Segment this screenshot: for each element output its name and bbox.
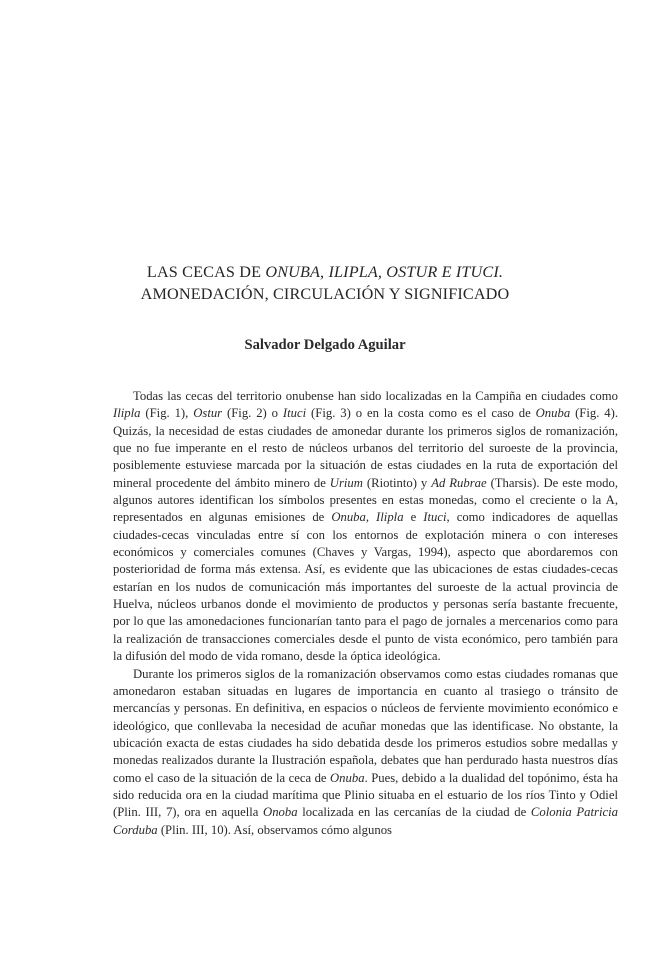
text-run: e (403, 510, 424, 525)
body-text (113, 388, 618, 839)
text-run: (Riotinto) y (362, 475, 432, 490)
italic-term: Ostur (193, 406, 223, 421)
text-run: (Fig. 1), (140, 406, 194, 421)
italic-term: Urium (329, 475, 363, 490)
paragraph (113, 666, 618, 839)
author-name: Salvador Delgado Aguilar (244, 337, 406, 353)
title-prefix: LAS CECAS DE (146, 263, 266, 281)
italic-term: Onoba (263, 805, 298, 820)
text-run: (Fig. 4). Quizás, la necesidad de estas ciudades de amonedar durante los primeros siglos de romanización, que no fue imperante en el resto de núcleos urbanos del territorio del suroeste de la provincia, posiblemente estuviese marcada por la situación de estas ciudades en la ruta de exportación del mineral procedente del ámbito minero de (113, 406, 619, 490)
italic-term: Ituci (282, 406, 307, 421)
italic-term: Ituci (423, 510, 447, 525)
italic-term: Onuba (535, 406, 571, 421)
text-run: Durante los primeros siglos de la romanización observamos como estas ciudades romanas que amonedaron estaban situadas en lugares de importancia en cuanto al trasiego o tránsito de mercancías y personas. En definitiva, en espacios o núcleos de ferviente movimiento económico e ideológico, que conllevaba la necesidad de acuñar monedas que las identificase. No obstante, la ubicación exacta de estas ciudades ha sido debatida desde los primeros estudios sobre medallas y monedas realizados durante la Ilustración española, debates que han perdurado hasta nuestros días como el caso de la situación de la ceca de (113, 666, 618, 785)
italic-term: Ilipla (113, 406, 141, 421)
text-run: (Fig. 3) o en la costa como es el caso de (306, 406, 536, 421)
text-run: (Fig. 2) o (222, 406, 283, 421)
text-run: localizada en las cercanías de la ciudad de (297, 805, 531, 820)
text-run: Todas las cecas del territorio onubense han sido localizadas en la Campiña en ciudades como (133, 389, 618, 403)
text-run: . Pues, debido a la dualidad del topónimo, ésta ha sido reducida ora en la ciudad marítima que Plinio situaba en el estuario de los ríos Tinto y Odiel (Plin. III, 7), ora en aquella (113, 770, 618, 820)
title-line-2: AMONEDACIÓN, CIRCULACIÓN Y SIGNIFICADO (140, 285, 510, 303)
paper-title (0, 261, 650, 305)
italic-term: Colonia Patricia Corduba (113, 805, 618, 837)
text-run: , como indicadores de aquellas ciudades-cecas vinculadas entre sí con los entornos de explotación minera o con intereses económicos y comerciales comunes (Chaves y Vargas, 1994), aspecto que abordaremos con posterioridad de forma más extensa. Así, es evidente que las ubicaciones de estas ciudades-cecas estarían en los nudos de comunicación más importantes del suroeste de la actual provincia de Huelva, núcleos urbanos donde el movimiento de productos y personas sería bastante frecuente, por lo que las amonedaciones funcionarían tanto para el pago de jornales a mercenarios como para la realización de transacciones comerciales desde el punto de vista económico, pero también para la difusión del modo de vida romano, desde la óptica ideológica. (113, 510, 618, 664)
italic-term: Onuba (330, 770, 365, 785)
text-run: (Plin. III, 10). Así, observamos cómo algunos (157, 822, 392, 837)
text-run: (Tharsis). De este modo, algunos autores identifican los símbolos presentes en estas monedas, como el creciente o la A, representados en algunas emisiones de (113, 475, 618, 525)
italic-term: Ad Rubrae (431, 475, 487, 490)
title-line-1 (0, 261, 650, 283)
italic-term: Onuba, Ilipla (331, 510, 404, 525)
title-cities: ONUBA, ILIPLA, OSTUR E ITUCI. (265, 263, 504, 281)
paragraph (113, 388, 618, 666)
